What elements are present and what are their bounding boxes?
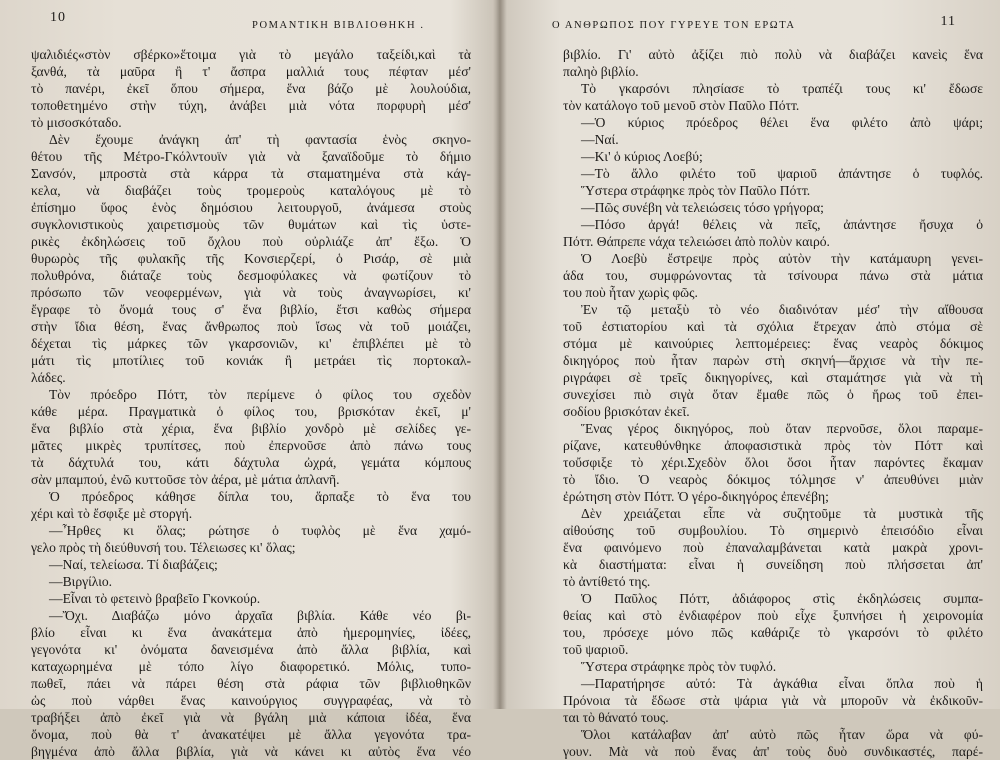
text-line: —Ναί, τελείωσα. Τί διαβάζεις; [49, 557, 218, 572]
text-line: χέρι καὶ τὸ ἔσφιξε μὲ στοργή. [31, 506, 193, 521]
text-line: —Ναί. [581, 132, 619, 147]
text-line: Τὸν πρόεδρο Πότт, τὸν περίμενε ὁ φίλος του σχεδὸν [49, 387, 471, 402]
text-line: γεγονότα κι' ὀνόματα δανεισμένα ἀπὸ ἄλλα βιβλία, καὶ [31, 642, 471, 657]
text-line: βλίο εἶναι κι ἕνα ἀνακάτεμα ἀπὸ ἡμερομηνίες, ἰδέες, [31, 625, 471, 640]
text-line: Ἐν τῷ μεταξὺ τὸ νέο διαδινόταν μέσ' τὴν αἴθουσα [581, 302, 983, 317]
text-line: Δὲν χρειάζεται εἶπε νὰ συζητοῦμε τὰ μυστικὰ τῆς [581, 506, 983, 521]
text-line: ὡς ποὺ νάρθει ἕνας καινούργιος συγγραφέας, νὰ τὸ [31, 693, 471, 708]
text-line: Ὕστερα στράφηκε πρὸς τὸν τυφλό. [581, 659, 777, 674]
text-line: ται τὸ θάνατό τους. [563, 710, 669, 725]
text-line: τὸν κατάλογο τοῦ μενοῦ στὸν Παῦλο Πότт. [563, 98, 800, 113]
text-line: του, πρόσεχε μόνο πῶς καθάριζε τὸ γκαρσόνι τὸ φιλέτο [563, 625, 983, 640]
text-line: Ὁ πρόεδρος κάθησε δίπλα του, ἅρπαξε τὸ ἕνα του [49, 489, 471, 504]
text-line: στὴν ἴδια θέση, ἕνας ἄνθρωπος ποὺ ἴσως νὰ τοῦ μοιάζει, [31, 319, 471, 334]
text-line: πωθεῖ, πάει νὰ πάρει θέση στὰ ράφια τῶν βιβλιοθηκῶν [31, 676, 471, 691]
text-line: ψαλιδιές«στὸν σβέρκο»ἕτοιμα γιὰ τὸ μεγάλο ταξείδι,καὶ τὰ [31, 47, 471, 62]
text-line: Δὲν ἔχουμε ἀνάγκη ἀπ' τὴ φαντασία ἑνὸς σκηνο- [49, 132, 471, 147]
text-line: καταχωρημένα μὲ τόπο λίγο διαφορετικό. Μόλις, τυπο- [31, 659, 471, 674]
text-line: συγκλονιστικοὺς χαιρετισμοὺς τῶν θυμάτων καὶ τὶς ὑστε- [31, 217, 471, 232]
text-line: ἕνα φαινόμενο ποὺ ἐπαναλαμβάνεται κατὰ μακρὰ χρονι- [563, 540, 983, 555]
text-line: Τὸ γκαρσόνι πλησίασε τὸ τραπέζι τους κι' ἔδωσε [581, 81, 983, 96]
text-line: ἐρώτηση στὸν Πότт. Ὁ γέρο-δικηγόρος ἐπενέβη; [563, 489, 829, 504]
text-line: —Πῶς συνέβη νὰ τελειώσεις τόσο γρήγορα; [581, 200, 824, 215]
text-line: θέτου τῆς Μέτρο-Γκόλντουϊν γιὰ νὰ ξαναϊδοῦμε τὸ δήμιο [31, 149, 471, 164]
text-line: σοδίου βρισκόταν ἐκεῖ. [563, 404, 690, 419]
text-line: κάθε μέρα. Πραγματικὰ ὁ φίλος του, βρισκόταν ἐκεῖ, μ' [31, 404, 471, 419]
text-line: μᾶτες μικρὲς τρυπίτσες, ποὺ ἐπερνοῦσε ἀπὸ πάνω τους [31, 438, 471, 453]
text-line: ρικὲς ἐκδηλώσεις τοῦ ὄχλου ποὺ οὐρλιάζε ἀπ' ἔξω. Ὁ [31, 234, 471, 249]
page-body [563, 46, 983, 760]
text-line: συνεχίσει πιὸ σιγὰ ὅταν ἔμαθε πῶς ὁ ἥρως τοῦ ἐπει- [563, 387, 983, 402]
text-line: ρίζανε, κατευθύνθηκε ἀποφασιστικὰ πρὸς τὸν Πότт καὶ [563, 438, 983, 453]
text-line: —Ὁ κύριος πρόεδρος θέλει ἕνα φιλέτο ἀπὸ ψάρι; [581, 115, 983, 130]
text-line: Σανσόν, μπροστὰ στὰ κάρρα τὰ σταματημένα στὰ κάγ- [31, 166, 471, 181]
right-page [506, 0, 1000, 759]
text-line: τὸ ἀντίθετό της. [563, 574, 651, 589]
text-line: γελο πρὸς τὴ διεύθυνσή του. Τέλειωσες κι' ὅλας; [31, 540, 296, 555]
text-line: —Παρατήρησε αὐτό: Τὰ ἀγκάθια εἶναι ὅπλα ποὺ ἡ [581, 676, 983, 691]
text-line: —Πόσο ἀργά! θέλεις νὰ πεῖς, ἀπάντησε ἤσυχα ὁ [581, 217, 983, 232]
page-body [31, 46, 471, 760]
text-line: του ποὺ ἦταν χωρὶς φῶς. [563, 285, 698, 300]
text-line: τραβήξει ἀπὸ ἐκεῖ γιὰ νὰ βγάλη μιὰ κάποια ἰδέα, ἕνα [31, 710, 471, 725]
text-line: τὸ μισοσκόταδο. [31, 115, 122, 130]
text-line: βηγμένα ἀπὸ ἄλλα βιβλία, γιὰ νὰ κάνει κι αὐτὸς ἕνα νέο [31, 744, 471, 759]
text-line: Ὕστερα στράφηκε πρὸς τὸν Παῦλο Πότт. [581, 183, 811, 198]
text-line: θείας καὶ στὸ ἐνδιαφέρον ποὺ εἶχε ξυπνήσει ἡ χειρονομία [563, 608, 983, 623]
running-head: ΡΟΜΑΝΤΙΚΗ ΒΙΒΛΙΟΘΗΚΗ . [252, 20, 425, 31]
text-line: Ὁ Παῦλος Πότт, ἀδιάφορος στὶς ἐκδηλώσεις συμπα- [581, 591, 983, 606]
text-line: Πότт. Θάπρεπε νάχα τελειώσει ἀπὸ πολὺν καιρό. [563, 234, 830, 249]
text-line: —Κι' ὁ κύριος Λοεβύ; [581, 149, 703, 164]
text-line: —Βιργίλιο. [49, 574, 113, 589]
page-number: 11 [940, 14, 956, 29]
text-line: σὰν μπαμπού, ἐνῶ κυττοῦσε τὸν ἀέρα, μὲ μάτια ἀπλανῆ. [31, 472, 340, 487]
text-line: λάδες. [31, 370, 66, 385]
text-line: Ἕνας γέρος δικηγόρος, ποὺ ὅταν περνοῦσε, ὅλοι παραμε- [581, 421, 983, 436]
text-line: πολυθρόνα, διάταζε τοὺς δεσμοφύλακες νὰ φωτίζουν τὸ [31, 268, 471, 283]
text-line: ἔγραφε τὸ ὄνομά τους σ' ἕνα βιβλίο, ἔτσι καθὼς σήμερα [31, 302, 471, 317]
text-line: ἐπίσημο ὕφος ἑνὸς δημόσιου λειτουργοῦ, ἀνάμεσα στοὺς [31, 200, 471, 215]
text-line: θυρωρὸς τῆς φυλακῆς τῆς Κονσιερζερί, ὁ Ρισάρ, σὲ μιὰ [31, 251, 471, 266]
text-line: τοῦ ἐστιατορίου καὶ τὰ σχόλια ἔτρεχαν ἀπὸ στόμα σὲ [563, 319, 983, 334]
text-line: —Τὸ ἄλλο φιλέτο τοῦ ψαριοῦ ἀπάντησε ὁ τυφλός. [581, 166, 983, 181]
text-line: Πρόνοια τὰ ἔδωσε στὰ ψάρια γιὰ νὰ μποροῦν νὰ ἐκδικοῦν- [563, 693, 983, 708]
text-line: —Ἦρθες κι ὅλας; ρώτησε ὁ τυφλὸς μὲ ἕνα χαμό- [49, 523, 471, 538]
text-line: κὰ διαστήματα: εἶναι ἡ συνείδηση ποὺ πλήσσεται ἀπ' [563, 557, 983, 572]
text-line: Ὅλοι κατάλαβαν ἀπ' αὐτὸ πῶς ἦταν ὥρα νὰ φύ- [581, 727, 983, 742]
text-line: τὸ πανέρι, ἐκεῖ ὅπου σήμερα, ἕνα βάζο μὲ λουλούδια, [31, 81, 471, 96]
text-line: τὰ δάχτυλά του, κάτι δάχτυλα ὠχρά, γεμάτα κόμπους [31, 455, 471, 470]
text-line: τοποθετημένο στὴν τύχη, ἀνάβει μιὰ νότα πορφυρὴ μέσ' [31, 98, 471, 113]
book-gutter [493, 0, 507, 709]
text-line: ριγράφει σὲ τρεῖς δικηγορίνες, καὶ σταμάτησε γιὰ νὰ τὴ [563, 370, 983, 385]
text-line: βιβλίο. Γι' αὐτὸ ἀξίζει πιὸ πολὺ νὰ διαβάζει κανεὶς ἕνα [563, 47, 983, 62]
text-line: παληὸ βιβλίο. [563, 64, 639, 79]
text-line: ἕνα βιβλίο στὰ χέρια, ἕνα βιβλίο χονδρὸ μὲ σελίδες γε- [31, 421, 471, 436]
running-head: Ο ΑΝΘΡΩΠΟΣ ΠΟΥ ΓΥΡΕΥΕ ΤΟΝ ΕΡΩΤΑ [552, 20, 796, 31]
left-page [0, 0, 494, 759]
text-line: στόμα μὲ καινούριες λεπτομέρειες: ἕνας νεαρὸς δόκιμος [563, 336, 983, 351]
text-line: μάτι τὶς μποτίλιες τοῦ κονιάκ ἢ μετράει τὶς πορτοκαλ- [31, 353, 471, 368]
text-line: τὸ ἴδιο. Ὁ νεαρὸς δόκιμος τόλμησε ν' ἀπευθύνει μιὰν [563, 472, 983, 487]
text-line: —Ὄχι. Διαβάζω μόνο ἀρχαῖα βιβλία. Κάθε νέο βι- [49, 608, 471, 623]
text-line: κελα, νὰ διαβάζει τοὺς τρομεροὺς καταλόγους μὲ τὸ [31, 183, 471, 198]
text-line: γουν. Μὰ νὰ ποὺ ἕνας ἀπ' τοὺς δυὸ συνδικαστές, παρέ- [563, 744, 983, 759]
page-number: 10 [50, 10, 66, 25]
text-line: ὄνομα, ποὺ θὰ τ' ἀνακατέψει μὲ ἄλλα γεγονότα τρα- [31, 727, 471, 742]
text-line: πρόσωπο τῶν νεοφερμένων, γιὰ νὰ τοὺς ἀναγνωρίσει, κι' [31, 285, 471, 300]
text-line: —Εἶναι τὸ φετεινὸ βραβεῖο Γκονκούρ. [49, 591, 261, 606]
text-line: τοῦ ψαριοῦ. [563, 642, 629, 657]
text-line: δέχεται τὶς μάρκες τῶν γκαρσονιῶν, κι' ἐπιβλέπει μὲ τὸ [31, 336, 471, 351]
text-line: ξανθά, τὰ μαῦρα ἢ τ' ἄσπρα μαλλιά τους πέφταν μέσ' [31, 64, 471, 79]
text-line: αἰθούσης τοῦ συμβουλίου. Τὸ σημερινὸ ἐπεισόδιο εἶναι [563, 523, 983, 538]
text-line: δικηγόρος ποὺ ἦταν παρὼν στὴ σκηνή—ἄρχισε νὰ τὴν πε- [563, 353, 983, 368]
text-line: Ὁ Λοεβὺ ἔστρεψε πρὸς αὐτὸν τὴν κατάμαυρη γενει- [581, 251, 983, 266]
text-line: τοὔσφιξε τὸ χέρι.Σχεδὸν ὅλοι ὅσοι ἦταν παρόντες ἔκαμαν [563, 455, 983, 470]
text-line: άδα του, συμφρώνοντας τὰ τσίνουρα πάνω στὰ μάτια [563, 268, 983, 283]
